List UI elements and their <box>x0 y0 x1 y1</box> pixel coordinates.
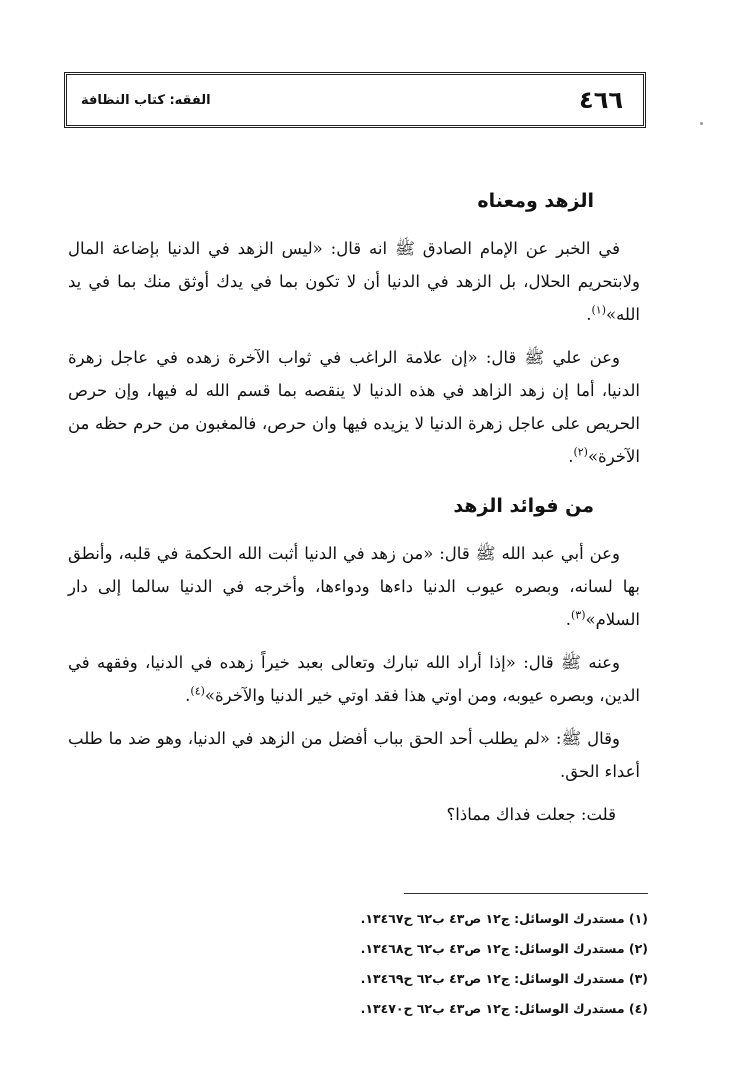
paragraph: وعن أبي عبد الله ﷺ قال: «من زهد في الدنيا أثبت الله الحكمة في قلبه، وأنطق بها لسانه، وبصره عيوب الدنيا داءها ودواءها، وأخرجه في الدنيا سالما إلى دار السلام»$^{(٣)}$. <box>68 544 640 629</box>
footnote-ref[interactable]: (١) <box>591 303 606 317</box>
paragraph: وقال ﷺ: «لم يطلب أحد الحق بباب أفضل من الزهد في الدنيا، وهو ضد ما طلب أعداء الحق. <box>68 729 640 781</box>
question-line: قلت: جعلت فداك مماذا؟ <box>446 805 616 824</box>
page-header <box>64 72 646 128</box>
paragraph: في الخبر عن الإمام الصادق ﷺ انه قال: «ليس الزهد في الدنيا بإضاعة المال ولابتحريم الحلال، بل الزهد في الدنيا أن لا تكون بما في يدك أوثق منك بما في يد الله»$^{(١)}$. <box>68 239 640 324</box>
page-number: ٤٦٦ <box>579 86 623 114</box>
scan-speck <box>700 122 703 125</box>
main-text <box>68 190 640 831</box>
footnote: (٣) مستدرك الوسائل: ج١٢ ص٤٣ ب٦٢ ح١٣٤٦٩. <box>360 971 648 986</box>
footnotes <box>200 904 648 1024</box>
section-heading-zuhd-benefits: من فوائد الزهد <box>453 495 594 517</box>
paragraph: وعنه ﷺ قال: «إذا أراد الله تبارك وتعالى بعبد خيراً زهده في الدنيا، وفقهه في الدين، وبصره عيوبه، ومن اوتي هذا فقد اوتي خير الدنيا والآخرة»$^{(٤)}$. <box>68 653 640 705</box>
footnote-ref[interactable]: (٤) <box>190 684 205 698</box>
footnote-ref[interactable]: (٢) <box>573 445 588 459</box>
footnote-separator <box>404 893 648 894</box>
footnote: (٢) مستدرك الوسائل: ج١٢ ص٤٣ ب٦٢ ح١٣٤٦٨. <box>360 941 648 956</box>
footnote: (١) مستدرك الوسائل: ج١٢ ص٤٣ ب٦٢ ح١٣٤٦٧. <box>360 911 648 926</box>
section-heading-zuhd-meaning: الزهد ومعناه <box>477 190 594 212</box>
paragraph: وعن علي ﷺ قال: «إن علامة الراغب في ثواب الآخرة زهده في عاجل زهرة الدنيا، أما إن زهد الزاهد في هذه الدنيا لا ينقصه بما قسم الله له فيها، وإن حرص الحريص على عاجل زهرة الدنيا لا يزيده فيها وان حرص، فالمغبون من حرم حظه من الآخرة»$^{(٢)}$. <box>68 348 640 466</box>
running-head: الفقه: كتاب النظافة <box>81 92 211 108</box>
footnote: (٤) مستدرك الوسائل: ج١٢ ص٤٣ ب٦٢ ح١٣٤٧٠. <box>360 1001 648 1016</box>
footnote-ref[interactable]: (٣) <box>570 608 586 622</box>
